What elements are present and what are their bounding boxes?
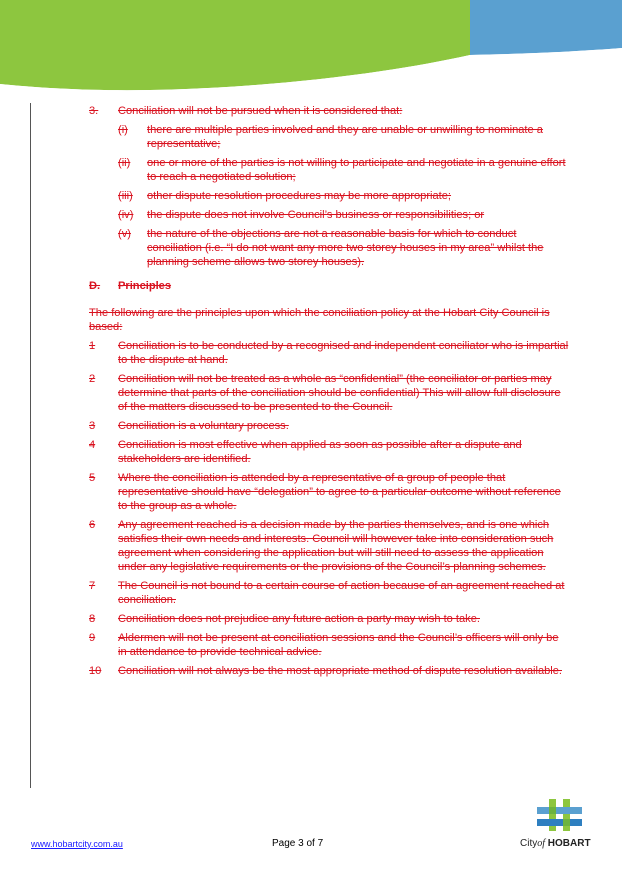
section-3-number: 3. (89, 105, 99, 117)
principles-list (89, 339, 569, 678)
section-d-title: Principles (118, 280, 172, 292)
principle-text: Aldermen will not be present at conciliation sessions and the Council’s officers will only be in attendance to provide technical advice. (118, 632, 559, 658)
principle-number: 7 (89, 580, 96, 592)
subitem-roman-numeral: (iii) (118, 190, 133, 202)
subitem-text: the nature of the objections are not a reasonable basis for which to conduct conciliation (i.e. “I do not want any more two storey houses in my area” whilst the planning scheme allows two storey houses). (147, 228, 544, 268)
subitem-text: other dispute resolution procedures may be more appropriate; (147, 190, 452, 202)
logo-mark-v2 (563, 799, 570, 831)
page-number: Page 3 of 7 (272, 838, 324, 849)
subitem-roman-numeral: (iv) (118, 209, 134, 221)
principle-item (89, 631, 569, 659)
principle-text: Conciliation is a voluntary process. (118, 420, 289, 432)
principle-number: 3 (89, 420, 96, 432)
logo-mark-h2 (537, 819, 582, 826)
section-3-subitem (118, 227, 569, 269)
principle-text: Conciliation will not be treated as a whole as “confidential” (the conciliator or parties may determine that parts of the conciliation should be confidential) This will allow full disclosure of the matters discussed to be presented to the Council. (118, 373, 561, 413)
subitem-roman-numeral: (i) (118, 124, 128, 136)
logo-wordmark (520, 838, 591, 849)
principle-item (89, 438, 569, 466)
logo-mark-h1 (537, 807, 582, 814)
section-d-intro: The following are the principles upon which the conciliation policy at the Hobart City Council is based: (89, 307, 550, 333)
principle-item (89, 372, 569, 414)
principle-item (89, 664, 569, 678)
margin-rule (30, 103, 31, 788)
principle-item (89, 612, 569, 626)
principle-text: Conciliation is most effective when applied as soon as possible after a dispute and stakeholders are identified. (118, 439, 522, 465)
subitem-roman-numeral: (ii) (118, 157, 131, 169)
principle-item (89, 339, 569, 367)
section-d-letter: D. (89, 280, 101, 292)
principle-item (89, 518, 569, 574)
principle-item (89, 419, 569, 433)
principle-text: Where the conciliation is attended by a representative of a group of people that representative should have “delegation” to agree to a particular outcome without reference to the group as a whole. (118, 472, 561, 512)
logo-mark-v1 (549, 799, 556, 831)
principle-number: 8 (89, 613, 96, 625)
principle-item (89, 579, 569, 607)
subitem-text: the dispute does not involve Council’s business or responsibilities; or (147, 209, 485, 221)
principle-number: 9 (89, 632, 96, 644)
principle-number: 2 (89, 373, 96, 385)
section-3-subitem (118, 123, 569, 151)
principle-text: Conciliation is to be conducted by a recognised and independent conciliator who is impartial to the dispute at hand. (118, 340, 569, 366)
principle-number: 1 (89, 340, 96, 352)
header-banner (0, 0, 622, 100)
subitem-text: one or more of the parties is not willing to participate and negotiate in a genuine effort to reach a negotiated solution; (147, 157, 566, 183)
principle-text: Conciliation will not always be the most appropriate method of dispute resolution available. (118, 665, 562, 677)
principle-number: 4 (89, 439, 96, 451)
principle-item (89, 471, 569, 513)
principle-text: Conciliation does not prejudice any future action a party may wish to take. (118, 613, 480, 625)
section-3-subitem (118, 208, 569, 222)
section-3 (89, 104, 569, 118)
logo-hobart: HOBART (547, 838, 591, 849)
principle-number: 10 (89, 665, 102, 677)
logo-mark-c2 (563, 819, 570, 826)
logo-city: City (520, 838, 538, 849)
section-3-subitems (89, 123, 569, 269)
banner-blue-shape (470, 0, 622, 55)
principle-text: Any agreement reached is a decision made by the parties themselves, and is one which satisfies their own needs and interests. Council will however take into consideration such agreement when considering the application but will still need to assess the application under any legislative requirements or the provisions of the Council’s planning schemes. (118, 519, 554, 573)
document-body (89, 104, 569, 678)
section-3-text: Conciliation will not be pursued when it is considered that: (118, 105, 403, 117)
principle-text: The Council is not bound to a certain course of action because of an agreement reached at conciliation. (118, 580, 565, 606)
principle-number: 6 (89, 519, 96, 531)
subitem-text: there are multiple parties involved and they are unable or unwilling to nominate a representative; (147, 124, 543, 150)
section-d-heading (89, 279, 569, 293)
footer-website-link[interactable]: www.hobartcity.com.au (31, 839, 123, 849)
section-3-subitem (118, 189, 569, 203)
logo-mark-c1 (549, 807, 556, 814)
logo-of: of (537, 838, 546, 849)
principle-number: 5 (89, 472, 96, 484)
subitem-roman-numeral: (v) (118, 228, 131, 240)
section-3-subitem (118, 156, 569, 184)
